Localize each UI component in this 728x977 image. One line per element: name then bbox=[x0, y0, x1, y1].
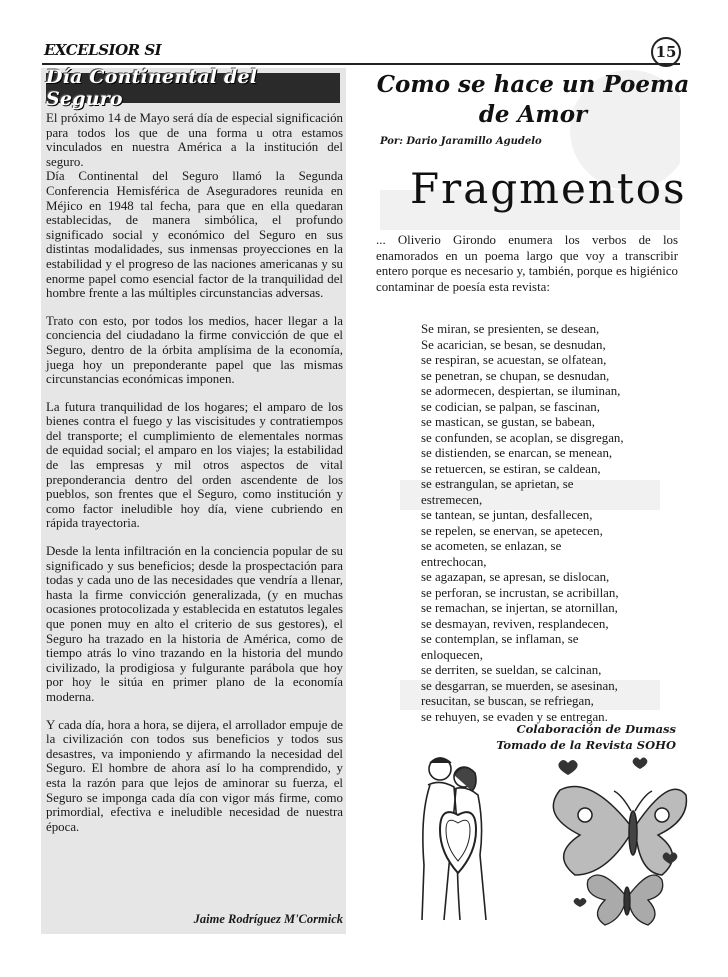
article-paragraph: Desde la lenta infiltración en la conciencia popular de su significado y sus beneficios; desde la prospectación para todas y cada uno de las necesidades que vendría a llenar, hasta la firme convicción generalizada, (y en muchas ocasiones protocolizada y establecida en estatutos legales que ponen muy en alto el criterio de sus gestores), el Seguro ha trazado en la historia de América, como de tiempo atrás lo vino trazando en la historia del mundo civilizado, la prodigiosa y fulgurante parábola que hoy por hoy le sitúa en primer plano de la economía moderna. bbox=[46, 544, 343, 704]
poem-line: Se acarician, se besan, se desnudan, bbox=[421, 337, 606, 352]
left-article-body bbox=[46, 111, 343, 847]
poem-line: se penetran, se chupan, se desnudan, bbox=[421, 368, 610, 383]
poem-line: se confunden, se acoplan, se disgregan, bbox=[421, 430, 624, 445]
credit-collaboration: Colaboración de Dumass bbox=[516, 722, 676, 736]
poem-line: se perforan, se incrustan, se acribillan, bbox=[421, 585, 619, 600]
couple-butterflies-illustration bbox=[400, 755, 690, 930]
article-paragraph: Día Continental del Seguro llamó la Segunda Conferencia Hemisférica de Aseguradores reunida en Méjico en 1948 tal fecha, para que en ella quedaran establecidas, de manera simbólica, el profundo significado social y económico del Seguro en sus distintas modalidades, sus inmensas proyecciones en la estabilidad y el progreso de las naciones americanas y su enorme papel como esencial factor de la tranquilidad del hombre frente a las múltiples circunstancias adversas. bbox=[46, 169, 343, 301]
right-article-intro: ... Oliverio Girondo enumera los verbos de los enamorados en un poema largo que voy a transcribir entero porque es necesario y, también, porque es higiénico contaminar de poesía esta revista: bbox=[376, 233, 678, 294]
poem-line: se acometen, se enlazan, se bbox=[421, 539, 562, 553]
couple-icon bbox=[422, 758, 486, 920]
section-title: Fragmentos bbox=[410, 164, 687, 213]
poem-line: se contemplan, se inflaman, se bbox=[421, 632, 579, 646]
butterfly-icon bbox=[587, 875, 662, 925]
right-article-title: Como se hace un Poema de Amor bbox=[376, 71, 690, 128]
article-paragraph: Trato con esto, por todos los medios, hacer llegar a la conciencia del ciudadano la firme convicción de que el Seguro, dentro de la órbita amplísima de la economía, juega hoy un preponderante papel que las mismas circunstancias económicas imponen. bbox=[46, 313, 343, 387]
article-paragraph: Y cada día, hora a hora, se dijera, el arrollador empuje de la civilización con todos sus beneficios y todos sus desastres, va imponiendo y afirmando la necesidad del Seguro. El hombre de ahora así lo ha comprendido, y esta la razón para que lejos de aminorar su fuerza, el Seguro se imponga cada día con vigor más firme, como primordial, efectiva e ineludible necesidad de nuestra época. bbox=[46, 717, 343, 834]
header-rule bbox=[42, 63, 680, 65]
poem-line: se mastican, se gustan, se babean, bbox=[421, 415, 595, 429]
poem-line: se adormecen, despiertan, se iluminan, bbox=[421, 384, 621, 398]
poem-line: se estrangulan, se aprietan, se bbox=[421, 477, 574, 491]
right-article-byline: Por: Dario Jaramillo Agudelo bbox=[380, 136, 542, 147]
article-banner bbox=[46, 66, 340, 110]
poem-line: enloquecen, bbox=[421, 647, 483, 662]
poem-line: resucitan, se buscan, se refriegan, bbox=[421, 694, 594, 708]
credit-source: Tomado de la Revista SOHO bbox=[496, 738, 676, 752]
poem-line: se remachan, se injertan, se atornillan, bbox=[421, 601, 618, 615]
poem-line: se respiran, se acuestan, se olfatean, bbox=[421, 353, 607, 367]
header-brand: EXCELSIOR SI bbox=[44, 41, 162, 59]
poem-line: se desmayan, reviven, resplandecen, bbox=[421, 616, 609, 631]
poem-line: entrechocan, bbox=[421, 554, 487, 569]
poem-line: se retuercen, se estiran, se caldean, bbox=[421, 461, 601, 476]
poem-line: se distienden, se enarcan, se menean, bbox=[421, 446, 613, 460]
poem-line: se tantean, se juntan, desfallecen, bbox=[421, 508, 593, 522]
poem-line: se derriten, se sueldan, se calcinan, bbox=[421, 663, 602, 677]
poem-line: se desgarran, se muerden, se asesinan, bbox=[421, 678, 618, 693]
poem-line: estremecen, bbox=[421, 492, 483, 507]
page-number: 15 bbox=[651, 37, 681, 67]
poem-line: se agazapan, se apresan, se dislocan, bbox=[421, 570, 610, 584]
left-article-title: Día Continental del Seguro bbox=[46, 66, 258, 110]
poem-line: Se miran, se presienten, se desean, bbox=[421, 322, 600, 336]
poem-line: se rehuyen, se evaden y se entregan. bbox=[421, 709, 608, 724]
article-paragraph: La futura tranquilidad de los hogares; el amparo de los bienes contra el fuego y las viscisitudes y contratiempos del transporte; el cumplimiento de elementales normas de equidad social; el amparo en los viajes; la estabilidad de las empresas y mil otros aspectos de vital preponderancia dentro del orden ascendente de los pueblos, son frentes que el Seguro, como institución y como factor ineludible hoy día, viene cubriendo en rápida trayectoria. bbox=[46, 399, 343, 531]
credits bbox=[440, 721, 676, 753]
left-article-signature: Jaime Rodríguez M'Cormick bbox=[193, 912, 343, 926]
poem-line: se repelen, se enervan, se apetecen, bbox=[421, 523, 603, 538]
poem-line: se codician, se palpan, se fascinan, bbox=[421, 399, 600, 414]
poem bbox=[421, 322, 677, 725]
article-paragraph: El próximo 14 de Mayo será día de especial significación para todos los que de una forma u otra estamos vinculados en nuestra América a la institución del seguro. bbox=[46, 111, 343, 169]
